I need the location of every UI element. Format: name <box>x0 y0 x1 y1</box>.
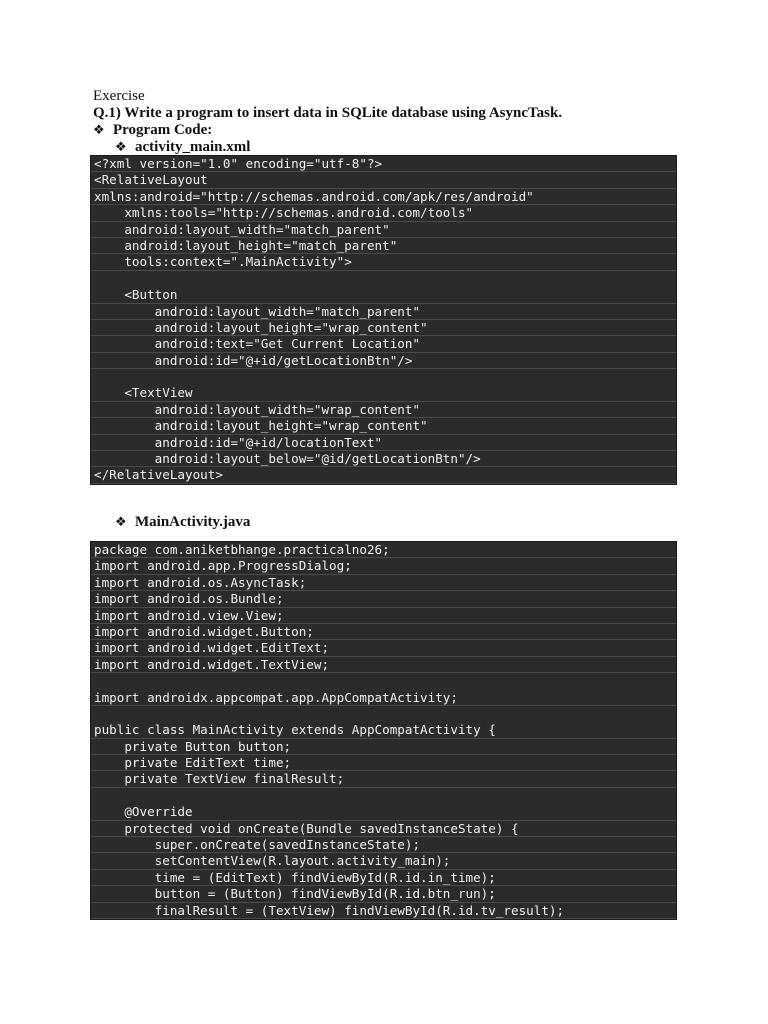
code-line: import androidx.appcompat.app.AppCompatActivity; <box>91 690 676 706</box>
code-line: android:layout_width="match_parent" <box>91 304 676 320</box>
code-line: super.onCreate(savedInstanceState); <box>91 837 676 853</box>
code-line: button = (Button) findViewById(R.id.btn_run); <box>91 886 676 902</box>
code-line: tools:context=".MainActivity"> <box>91 254 676 270</box>
code-line: private EditText time; <box>91 755 676 771</box>
xml-code-block <box>90 155 677 485</box>
code-line: time = (EditText) findViewById(R.id.in_time); <box>91 870 676 886</box>
code-line: </RelativeLayout> <box>91 467 676 483</box>
program-code-label: Program Code: <box>113 122 213 138</box>
code-line: private TextView finalResult; <box>91 771 676 787</box>
code-line: import android.os.Bundle; <box>91 591 676 607</box>
code-line <box>91 369 676 385</box>
code-line: <TextView <box>91 385 676 401</box>
code-line: import android.widget.EditText; <box>91 640 676 656</box>
code-line <box>91 788 676 804</box>
code-line: import android.widget.TextView; <box>91 657 676 673</box>
diamond-bullet-icon: ❖ <box>115 515 127 530</box>
code-line: finalResult = (TextView) findViewById(R.id.tv_result); <box>91 903 676 919</box>
xml-file-name: activity_main.xml <box>135 139 251 155</box>
code-line: android:layout_height="wrap_content" <box>91 418 676 434</box>
code-line: xmlns:android="http://schemas.android.com/apk/res/android" <box>91 189 676 205</box>
program-code-heading <box>93 122 212 139</box>
code-line: import android.view.View; <box>91 608 676 624</box>
code-line: import android.widget.Button; <box>91 624 676 640</box>
diamond-bullet-icon: ❖ <box>115 140 127 155</box>
code-line: <?xml version="1.0" encoding="utf-8"?> <box>91 156 676 172</box>
code-line: android:layout_width="match_parent" <box>91 222 676 238</box>
code-line <box>91 271 676 287</box>
code-line: private Button button; <box>91 739 676 755</box>
xml-file-heading <box>115 139 250 156</box>
code-line: xmlns:tools="http://schemas.android.com/tools" <box>91 205 676 221</box>
code-line: <Button <box>91 287 676 303</box>
code-line: setContentView(R.layout.activity_main); <box>91 853 676 869</box>
code-line: android:layout_height="match_parent" <box>91 238 676 254</box>
exercise-heading: Exercise <box>93 88 145 104</box>
code-line <box>91 673 676 689</box>
java-file-heading <box>115 514 250 531</box>
code-line: android:layout_height="wrap_content" <box>91 320 676 336</box>
code-line: package com.aniketbhange.practicalno26; <box>91 542 676 558</box>
code-line <box>91 706 676 722</box>
code-line: import android.app.ProgressDialog; <box>91 558 676 574</box>
code-line: protected void onCreate(Bundle savedInstanceState) { <box>91 821 676 837</box>
code-line: public class MainActivity extends AppCompatActivity { <box>91 722 676 738</box>
java-code-block <box>90 541 677 920</box>
code-line: android:id="@+id/locationText" <box>91 435 676 451</box>
code-line: import android.os.AsyncTask; <box>91 575 676 591</box>
question-text: Q.1) Write a program to insert data in SQLite database using AsyncTask. <box>93 105 563 121</box>
code-line: android:id="@+id/getLocationBtn"/> <box>91 353 676 369</box>
code-line: <RelativeLayout <box>91 172 676 188</box>
code-line: android:layout_below="@id/getLocationBtn"/> <box>91 451 676 467</box>
java-file-name: MainActivity.java <box>135 514 251 530</box>
code-line: android:layout_width="wrap_content" <box>91 402 676 418</box>
diamond-bullet-icon: ❖ <box>93 123 105 138</box>
code-line: android:text="Get Current Location" <box>91 336 676 352</box>
code-line: @Override <box>91 804 676 820</box>
